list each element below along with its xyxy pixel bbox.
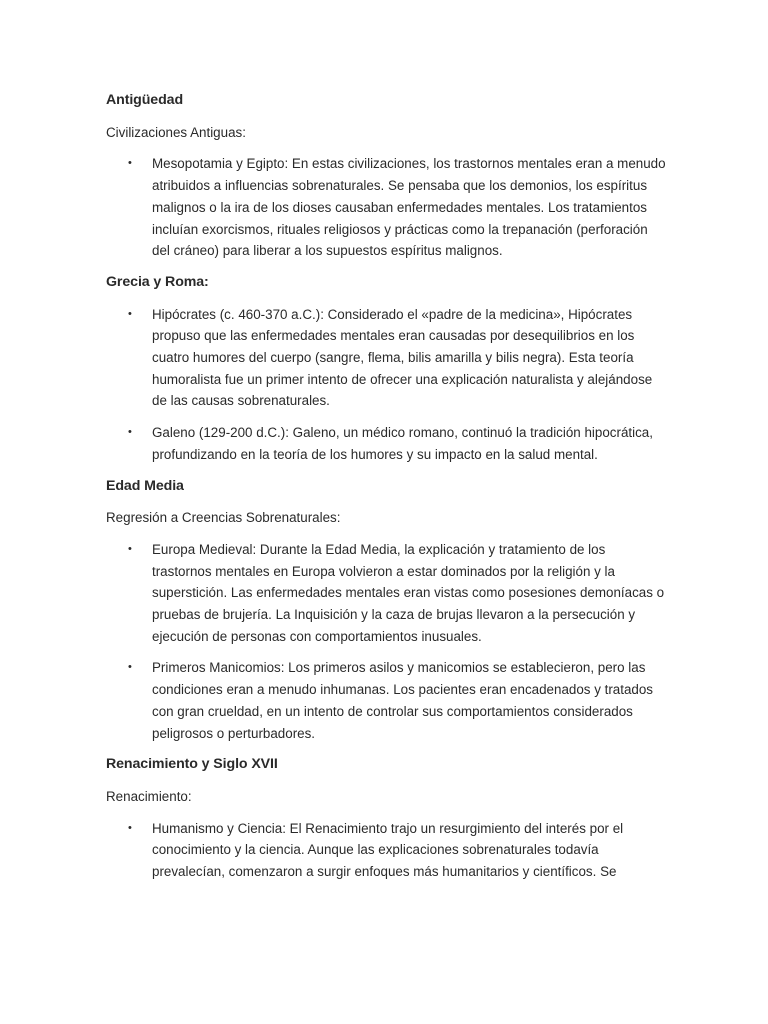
- list-item: [106, 153, 668, 262]
- list-item: [106, 304, 668, 413]
- list-item: [106, 422, 668, 465]
- document-body: [106, 90, 668, 893]
- bullet-list: [106, 818, 668, 883]
- list-item-text: Hipócrates (c. 460-370 a.C.): Considerado el «padre de la medicina», Hipócrates propuso que las enfermedades mentales eran causadas por desequilibrios en los cuatro humores del cuerpo (sangre, flema, bilis amarilla y bilis negra). Esta teoría humoralista fue un primer intento de ofrecer una explicación naturalista y alejándose de las causas sobrenaturales.: [152, 306, 653, 409]
- bullet-icon: •: [128, 157, 132, 170]
- bullet-icon: •: [128, 542, 132, 555]
- list-item-text: Primeros Manicomios: Los primeros asilos y manicomios se establecieron, pero las condiciones eran a menudo inhumanas. Los pacientes eran encadenados y tratados con gran crueldad, en un intento de controlar sus comportamientos considerados peligrosos o perturbadores.: [152, 660, 653, 741]
- list-item: [106, 657, 668, 744]
- subheading-regresion: Regresión a Creencias Sobrenaturales:: [106, 510, 341, 526]
- section-heading-antiguedad: Antigüedad: [106, 92, 184, 108]
- bullet-list: [106, 153, 668, 262]
- list-item-text: Galeno (129-200 d.C.): Galeno, un médico romano, continuó la tradición hipocrática, profundizando en la teoría de los humores y su impacto en la salud mental.: [152, 425, 653, 462]
- list-item-text: Europa Medieval: Durante la Edad Media, la explicación y tratamiento de los trastornos mentales en Europa volvieron a estar dominados por la religión y la superstición. Las enfermedades mentales eran vistas como posesiones demoníacas o pruebas de brujería. La Inquisición y la caza de brujas llevaron a la persecución y ejecución de personas con comportamientos inusuales.: [152, 541, 665, 644]
- bullet-icon: •: [128, 661, 132, 674]
- bullet-icon: •: [128, 821, 132, 834]
- list-item: [106, 539, 668, 648]
- subheading-civilizaciones-antiguas: Civilizaciones Antiguas:: [106, 124, 246, 140]
- list-item: [106, 818, 668, 883]
- section-heading-grecia-y-roma: Grecia y Roma:: [106, 273, 209, 290]
- subheading-renacimiento: Renacimiento:: [106, 788, 192, 804]
- bullet-icon: •: [128, 426, 132, 439]
- section-heading-edad-media: Edad Media: [106, 477, 184, 494]
- bullet-list: [106, 539, 668, 744]
- list-item-text: Humanismo y Ciencia: El Renacimiento trajo un resurgimiento del interés por el conocimiento y la ciencia. Aunque las explicaciones sobrenaturales todavía prevalecían, comenzaron a surgir enfoques más humanitarios y científicos. Se: [152, 820, 624, 880]
- list-item-text: Mesopotamia y Egipto: En estas civilizaciones, los trastornos mentales eran a menudo atribuidos a influencias sobrenaturales. Se pensaba que los demonios, los espíritus malignos o la ira de los dioses causaban enfermedades mentales. Los tratamientos incluían exorcismos, rituales religiosos y prácticas como la trepanación (perforación del cráneo) para liberar a los supuestos espíritus malignos.: [152, 156, 666, 259]
- bullet-icon: •: [128, 307, 132, 320]
- bullet-list: [106, 304, 668, 466]
- section-heading-renacimiento: Renacimiento y Siglo XVII: [106, 756, 278, 773]
